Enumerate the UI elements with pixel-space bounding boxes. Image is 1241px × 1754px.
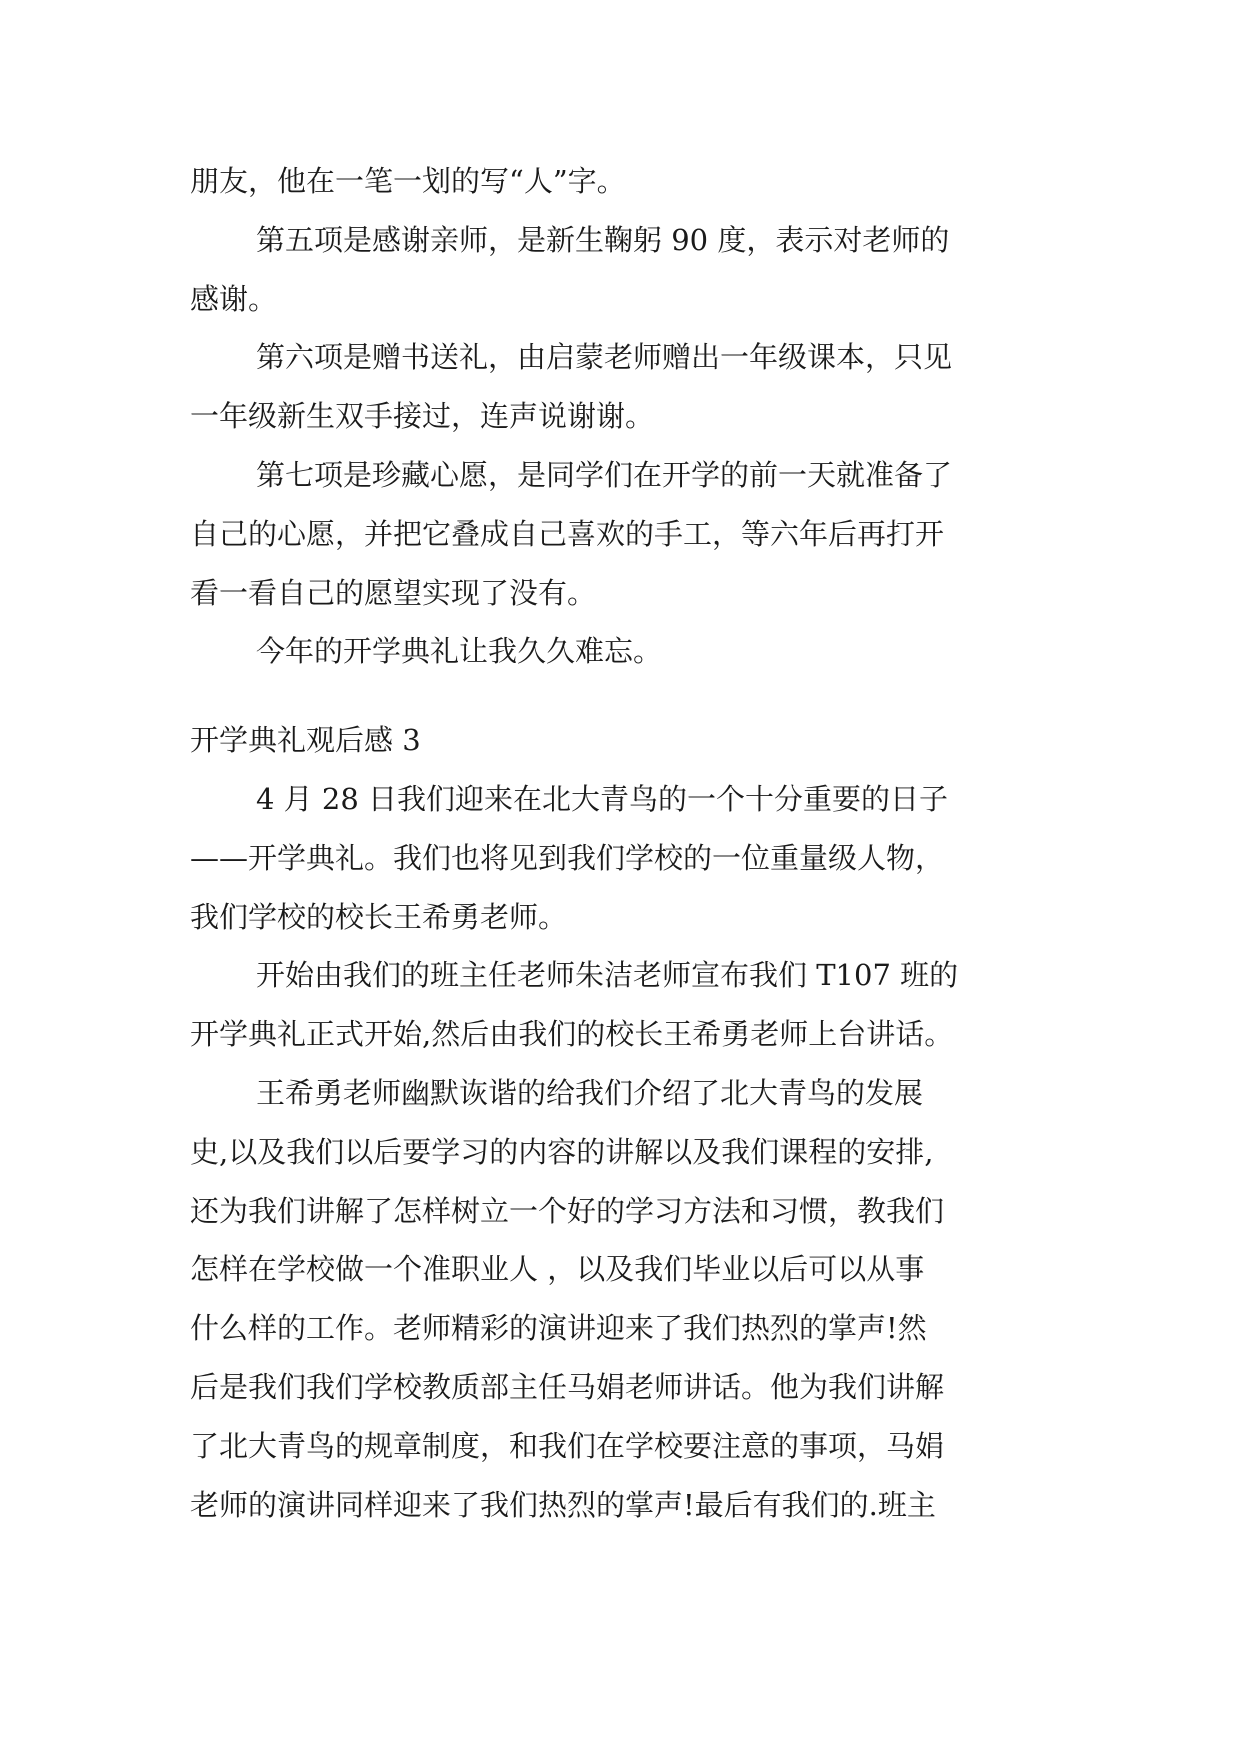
section-gap [190, 681, 1050, 711]
paragraph-start: 第五项是感谢亲师，是新生鞠躬 90 度，表示对老师的 [256, 222, 950, 257]
text-line: 一年级新生双手接过，连声说谢谢。 [190, 399, 655, 434]
text-line: 看一看自己的愿望实现了没有。 [190, 575, 597, 610]
text-line: 我们学校的校长王希勇老师。 [190, 899, 568, 934]
text-line: 什么样的工作。老师精彩的演讲迎来了我们热烈的掌声!然 [190, 1311, 927, 1346]
paragraph-start: 第六项是赠书送礼，由启蒙老师赠出一年级课本，只见 [256, 340, 953, 375]
text-line: 怎样在学校做一个准职业人 ，以及我们毕业以后可以从事 [190, 1252, 925, 1287]
text-line: 自己的心愿，并把它叠成自己喜欢的手工，等六年后再打开 [190, 516, 945, 551]
text-line: 史,以及我们以后要学习的内容的讲解以及我们课程的安排, [190, 1134, 934, 1169]
text-line: 后是我们我们学校教质部主任马娟老师讲话。他为我们讲解 [190, 1369, 945, 1404]
text-line: 开学典礼正式开始,然后由我们的校长王希勇老师上台讲话。 [190, 1017, 954, 1052]
paragraph-start: 4 月 28 日我们迎来在北大青鸟的一个十分重要的日子 [256, 781, 949, 816]
text-line: 老师的演讲同样迎来了我们热烈的掌声!最后有我们的.班主 [190, 1487, 936, 1522]
text-line: ——开学典礼。我们也将见到我们学校的一位重量级人物， [190, 840, 945, 875]
paragraph-start: 王希勇老师幽默诙谐的给我们介绍了北大青鸟的发展 [256, 1075, 924, 1110]
text-line: 还为我们讲解了怎样树立一个好的学习方法和习惯，教我们 [190, 1193, 945, 1228]
document-body [190, 152, 1050, 1534]
text-line: 感谢。 [190, 281, 278, 316]
text-line: 朋友，他在一笔一划的写“人”字。 [190, 164, 626, 198]
paragraph-start: 第七项是珍藏心愿，是同学们在开学的前一天就准备了 [256, 457, 953, 492]
paragraph-start: 今年的开学典礼让我久久难忘。 [256, 634, 663, 669]
text-line: 了北大青鸟的规章制度，和我们在学校要注意的事项，马娟 [190, 1428, 945, 1463]
section-title: 开学典礼观后感 3 [190, 723, 421, 758]
paragraph-start: 开始由我们的班主任老师朱洁老师宣布我们 T107 班的 [256, 958, 959, 993]
